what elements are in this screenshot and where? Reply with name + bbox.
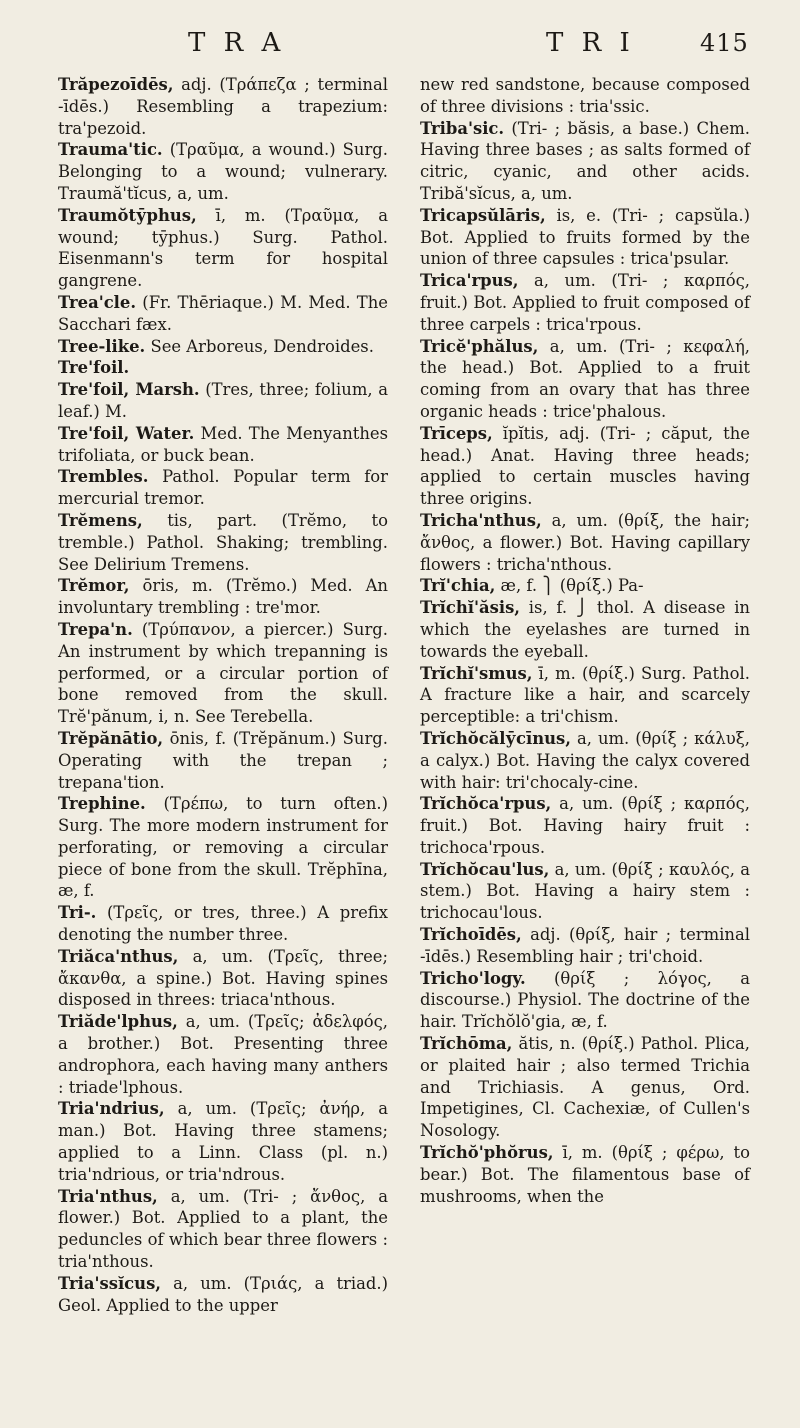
entry-headword: Tre'foil, Marsh. [58,380,200,400]
dictionary-entry [420,118,750,205]
entry-headword: Trĕpănātio, [58,728,164,748]
dictionary-entry [420,859,750,924]
entry-definition: (Τραῦμα, a wound.) Surg. Belonging to a wound; vulnerary. Traumă'tĭcus, a, um. [58,140,388,203]
entry-definition: ōnis, f. (Trĕpănum.) Surg. Operating with the trepan ; trepana'tion. [58,728,388,792]
entry-definition: is, f. ⎭ thol. A disease in which the eyelashes are turned in towards the eyeball. [420,598,750,661]
entry-headword: Trĭchōma, [420,1034,513,1054]
entry-definition: ī, m. (Τραῦμα, a wound; tӯphus.) Surg. Pathol. Eisenmann's term for hospital gangrene. [58,205,388,291]
dictionary-entry [420,968,750,1033]
entry-headword: Tria'ndrius, [58,1099,165,1119]
right-guide-word: T R I [546,28,635,58]
entry-headword: Triăca'nthus, [58,946,179,966]
entry-headword: Tri-. [58,903,97,923]
entry-definition: ătis, n. (θρίξ.) Pathol. Plica, or plaited hair ; also termed Trichia and Trichiasis. A genus, Ord. Impetigines, Cl. Cachexiæ, of Cullen's Nosology. [420,1034,750,1141]
dictionary-entry [420,270,750,335]
dictionary-entry [420,663,750,728]
dictionary-entry [58,466,388,510]
entry-headword: Trembles. [58,467,149,487]
entry-definition: a, um. (Tri- ; ἄνθος, a flower.) Bot. Applied to a plant, the peduncles of which bear three flowers : tria'nthous. [58,1186,388,1272]
entry-headword: Tricĕ'phălus, [420,336,539,356]
entry-definition: a, um. (θρίξ ; καυλός, a stem.) Bot. Having a hairy stem : trichocau'lous. [420,859,750,923]
entry-definition: (θρίξ ; λόγος, a discourse.) Physiol. The doctrine of the hair. Trĭchŏlŏ'gia, æ, f. [420,968,750,1032]
entry-headword: Triba'sic. [420,118,505,138]
entry-headword: Tricha'nthus, [420,510,542,530]
dictionary-entry [420,924,750,968]
entry-headword: Trephine. [58,794,146,814]
dictionary-entry [420,728,750,793]
entry-definition: ĭpĭtis, adj. (Tri- ; căput, the head.) Anat. Having three heads; applied to certain muscles having three origins. [420,423,750,509]
entry-headword: Trĭchĭ'ăsis, [420,598,521,618]
entry-headword: Tria'nthus, [58,1186,158,1206]
dictionary-entry [58,74,388,139]
entry-definition: (Τρέπω, to turn often.) Surg. The more modern instrument for perforating, or removing a circular piece of bone from the skull. Trĕphīna, æ, f. [58,794,388,901]
entry-definition: (Fr. Thēriaque.) M. Med. The Sacchari fæx. [58,292,388,334]
entry-headword: Trauma'tic. [58,140,163,160]
dictionary-entry [58,205,388,292]
page-number: 415 [700,29,749,57]
dictionary-entry [420,793,750,858]
entry-headword: Trĭchŏ'phŏrus, [420,1143,554,1163]
dictionary-entry [420,74,750,118]
entry-headword: Tria'ssĭcus, [58,1273,162,1293]
dictionary-entry [58,1098,388,1185]
entry-headword: Trepa'n. [58,619,133,639]
entry-definition: (Tres, three; folium, a leaf.) M. [58,380,388,421]
dictionary-entry [58,902,388,946]
entry-headword: Trĕmens, [58,510,143,530]
dictionary-entry [420,336,750,423]
entry-headword: Trĭchoīdēs, [420,925,522,945]
entry-headword: Tree-like. [58,336,146,356]
dictionary-entry [58,1186,388,1273]
entry-definition: a, um. (θρίξ, the hair; ἄνθος, a flower.) Bot. Having capillary flowers : tricha'nthous. [420,510,750,574]
dictionary-entry [420,205,750,270]
entry-definition: See Arboreus, Dendroides. [145,336,374,356]
entry-definition: new red sandstone, because composed of three divisions : tria'ssic. [420,75,750,116]
dictionary-entry [58,793,388,902]
dictionary-entry [58,510,388,575]
dictionary-entry [420,510,750,575]
dictionary-entry [58,619,388,728]
entry-definition: a, um. (Τρεῖς; ἀδελφός, a brother.) Bot. Presenting three androphora, each having many anthers : triade'lphous. [58,1012,388,1097]
dictionary-entry [420,1142,750,1207]
dictionary-entry [58,139,388,204]
dictionary-entry [58,292,388,336]
dictionary-entry [58,423,388,467]
dictionary-entry [58,728,388,793]
entry-headword: Tre'foil. [58,358,130,378]
dictionary-entry [58,575,388,619]
entry-definition: a, um. (Tri- ; κεφαλή, the head.) Bot. Applied to a fruit coming from an ovary that has three organic heads : trice'phalous. [420,336,750,421]
dictionary-entry [420,1033,750,1142]
entry-headword: Tre'foil, Water. [58,423,195,443]
dictionary-entry [420,575,750,597]
entry-definition: Pathol. Popular term for mercurial tremor. [58,467,388,509]
entry-definition: ōris, m. (Trĕmo.) Med. An involuntary trembling : tre'mor. [58,576,388,618]
dictionary-entry [420,597,750,662]
entry-definition: is, e. (Tri- ; capsŭla.) Bot. Applied to fruits formed by the union of three capsules : trica'psular. [420,205,750,269]
entry-headword: Trĭ'chia, [420,576,496,596]
dictionary-entry [420,423,750,510]
left-column [58,74,388,1316]
entry-headword: Trĭchĭ'smus, [420,663,533,683]
entry-definition: a, um. (Τριάς, a triad.) Geol. Applied to the upper [58,1273,388,1315]
entry-headword: Traumŏtӯphus, [58,205,197,225]
entry-definition: ī, m. (θρίξ ; φέρω, to bear.) Bot. The filamentous base of mushrooms, when the [420,1143,750,1206]
entry-definition: a, um. (θρίξ ; κάλυξ, a calyx.) Bot. Having the calyx covered with hair: tri'chocaly-cine. [420,728,750,792]
entry-definition: (Τρεῖς, or tres, three.) A prefix denoting the number three. [58,903,388,945]
dictionary-entry [58,1273,388,1317]
entry-headword: Trăpezoīdēs, [58,75,174,94]
entry-headword: Tricapsŭlāris, [420,205,546,225]
running-header [40,26,780,66]
entry-headword: Trĕmor, [58,576,130,596]
entry-definition: a, um. (Tri- ; καρπός, fruit.) Bot. Applied to fruit composed of three carpels : trica'rpous. [420,271,750,334]
dictionary-entry [58,336,388,358]
entry-definition: adj. (θρίξ, hair ; terminal -īdēs.) Resembling hair ; tri'choid. [420,925,750,966]
entry-definition: (Τρύπανον, a piercer.) Surg. An instrument by which trepanning is performed, or a circular portion of bone removed from the skull. Trĕ'pănum, i, n. See Terebella. [58,619,388,727]
entry-headword: Trīceps, [420,423,493,443]
dictionary-entry [58,379,388,423]
dictionary-entry [58,357,388,379]
entry-definition: ī, m. (θρίξ.) Surg. Pathol. A fracture like a hair, and scarcely perceptible: a tri'chism. [420,663,750,727]
left-guide-word: T R A [188,28,286,58]
entry-headword: Trĭchŏcau'lus, [420,859,550,879]
entry-headword: Tricho'logy. [420,968,526,988]
entry-definition: a, um. (Τρεῖς; ἀνήρ, a man.) Bot. Having three stamens; applied to a Linn. Class (pl. n.) tria'ndrious, or tria'ndrous. [58,1099,388,1184]
entry-definition: æ, f. ⎫ (θρίξ.) Pa- [495,576,644,596]
dictionary-entry [58,946,388,1011]
right-column [420,74,750,1207]
entry-definition: Med. The Menyanthes trifoliata, or buck bean. [58,423,388,465]
entry-definition: (Tri- ; băsis, a base.) Chem. Having three bases ; as salts formed of citric, cyanic, and other acids. Tribă'sĭcus, a, um. [420,118,750,203]
entry-definition: adj. (Τράπεζα ; terminal -īdēs.) Resembling a trapezium: tra'pezoid. [58,75,388,138]
entry-definition: a, um. (θρίξ ; καρπός, fruit.) Bot. Having hairy fruit : trichoca'rpous. [420,794,750,857]
entry-definition: a, um. (Τρεῖς, three; ἄκανθα, a spine.) Bot. Having spines disposed in threes: triaca'nthous. [58,946,388,1010]
entry-headword: Trea'cle. [58,292,137,312]
dictionary-entry [58,1011,388,1098]
entry-headword: Trica'rpus, [420,271,519,291]
entry-headword: Trĭchŏca'rpus, [420,794,552,814]
entry-definition: tis, part. (Trĕmo, to tremble.) Pathol. Shaking; trembling. See Delirium Tremens. [58,510,388,574]
entry-headword: Triăde'lphus, [58,1012,178,1032]
entry-headword: Trĭchŏcălӯcīnus, [420,728,571,748]
